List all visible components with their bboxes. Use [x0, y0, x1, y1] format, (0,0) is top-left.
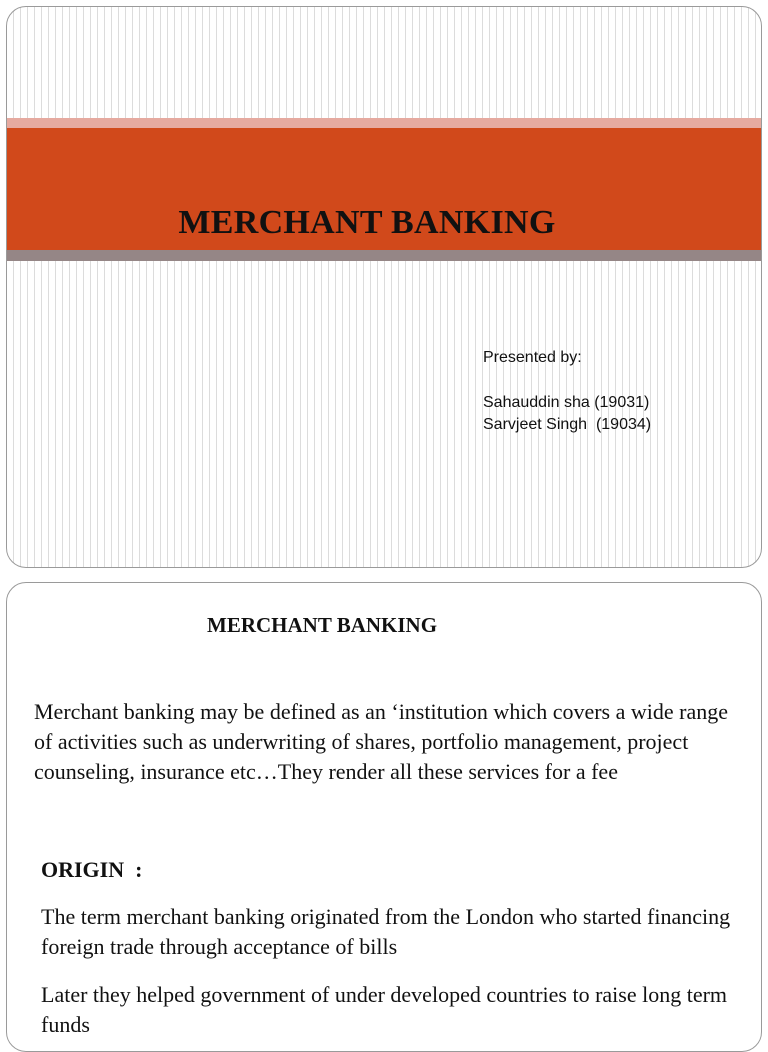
origin-paragraph: The term merchant banking originated from the London who started financing foreign trade through acceptance of bills [41, 904, 731, 959]
origin-heading: ORIGIN : [41, 857, 143, 882]
slide-heading: MERCHANT BANKING [207, 613, 438, 637]
content-slide [6, 582, 762, 1052]
accent-band-top [7, 118, 761, 128]
slide-title: MERCHANT BANKING [178, 204, 556, 241]
title-slide [6, 6, 762, 568]
definition-paragraph: Merchant banking may be defined as an ‘institution which covers a wide range of activities such as underwriting of shares, portfolio management, project counseling, insurance etc…They render all these services for a fee [34, 699, 728, 784]
presenter-name: Sahauddin sha (19031) [483, 394, 650, 411]
presenters-block [483, 347, 651, 436]
origin-paragraph: Later they helped government of under developed countries to raise long term funds [41, 982, 728, 1037]
presented-by-label: Presented by: [483, 349, 582, 366]
accent-band-bottom [7, 250, 761, 261]
presenter-name: Sarvjeet Singh (19034) [483, 416, 652, 433]
